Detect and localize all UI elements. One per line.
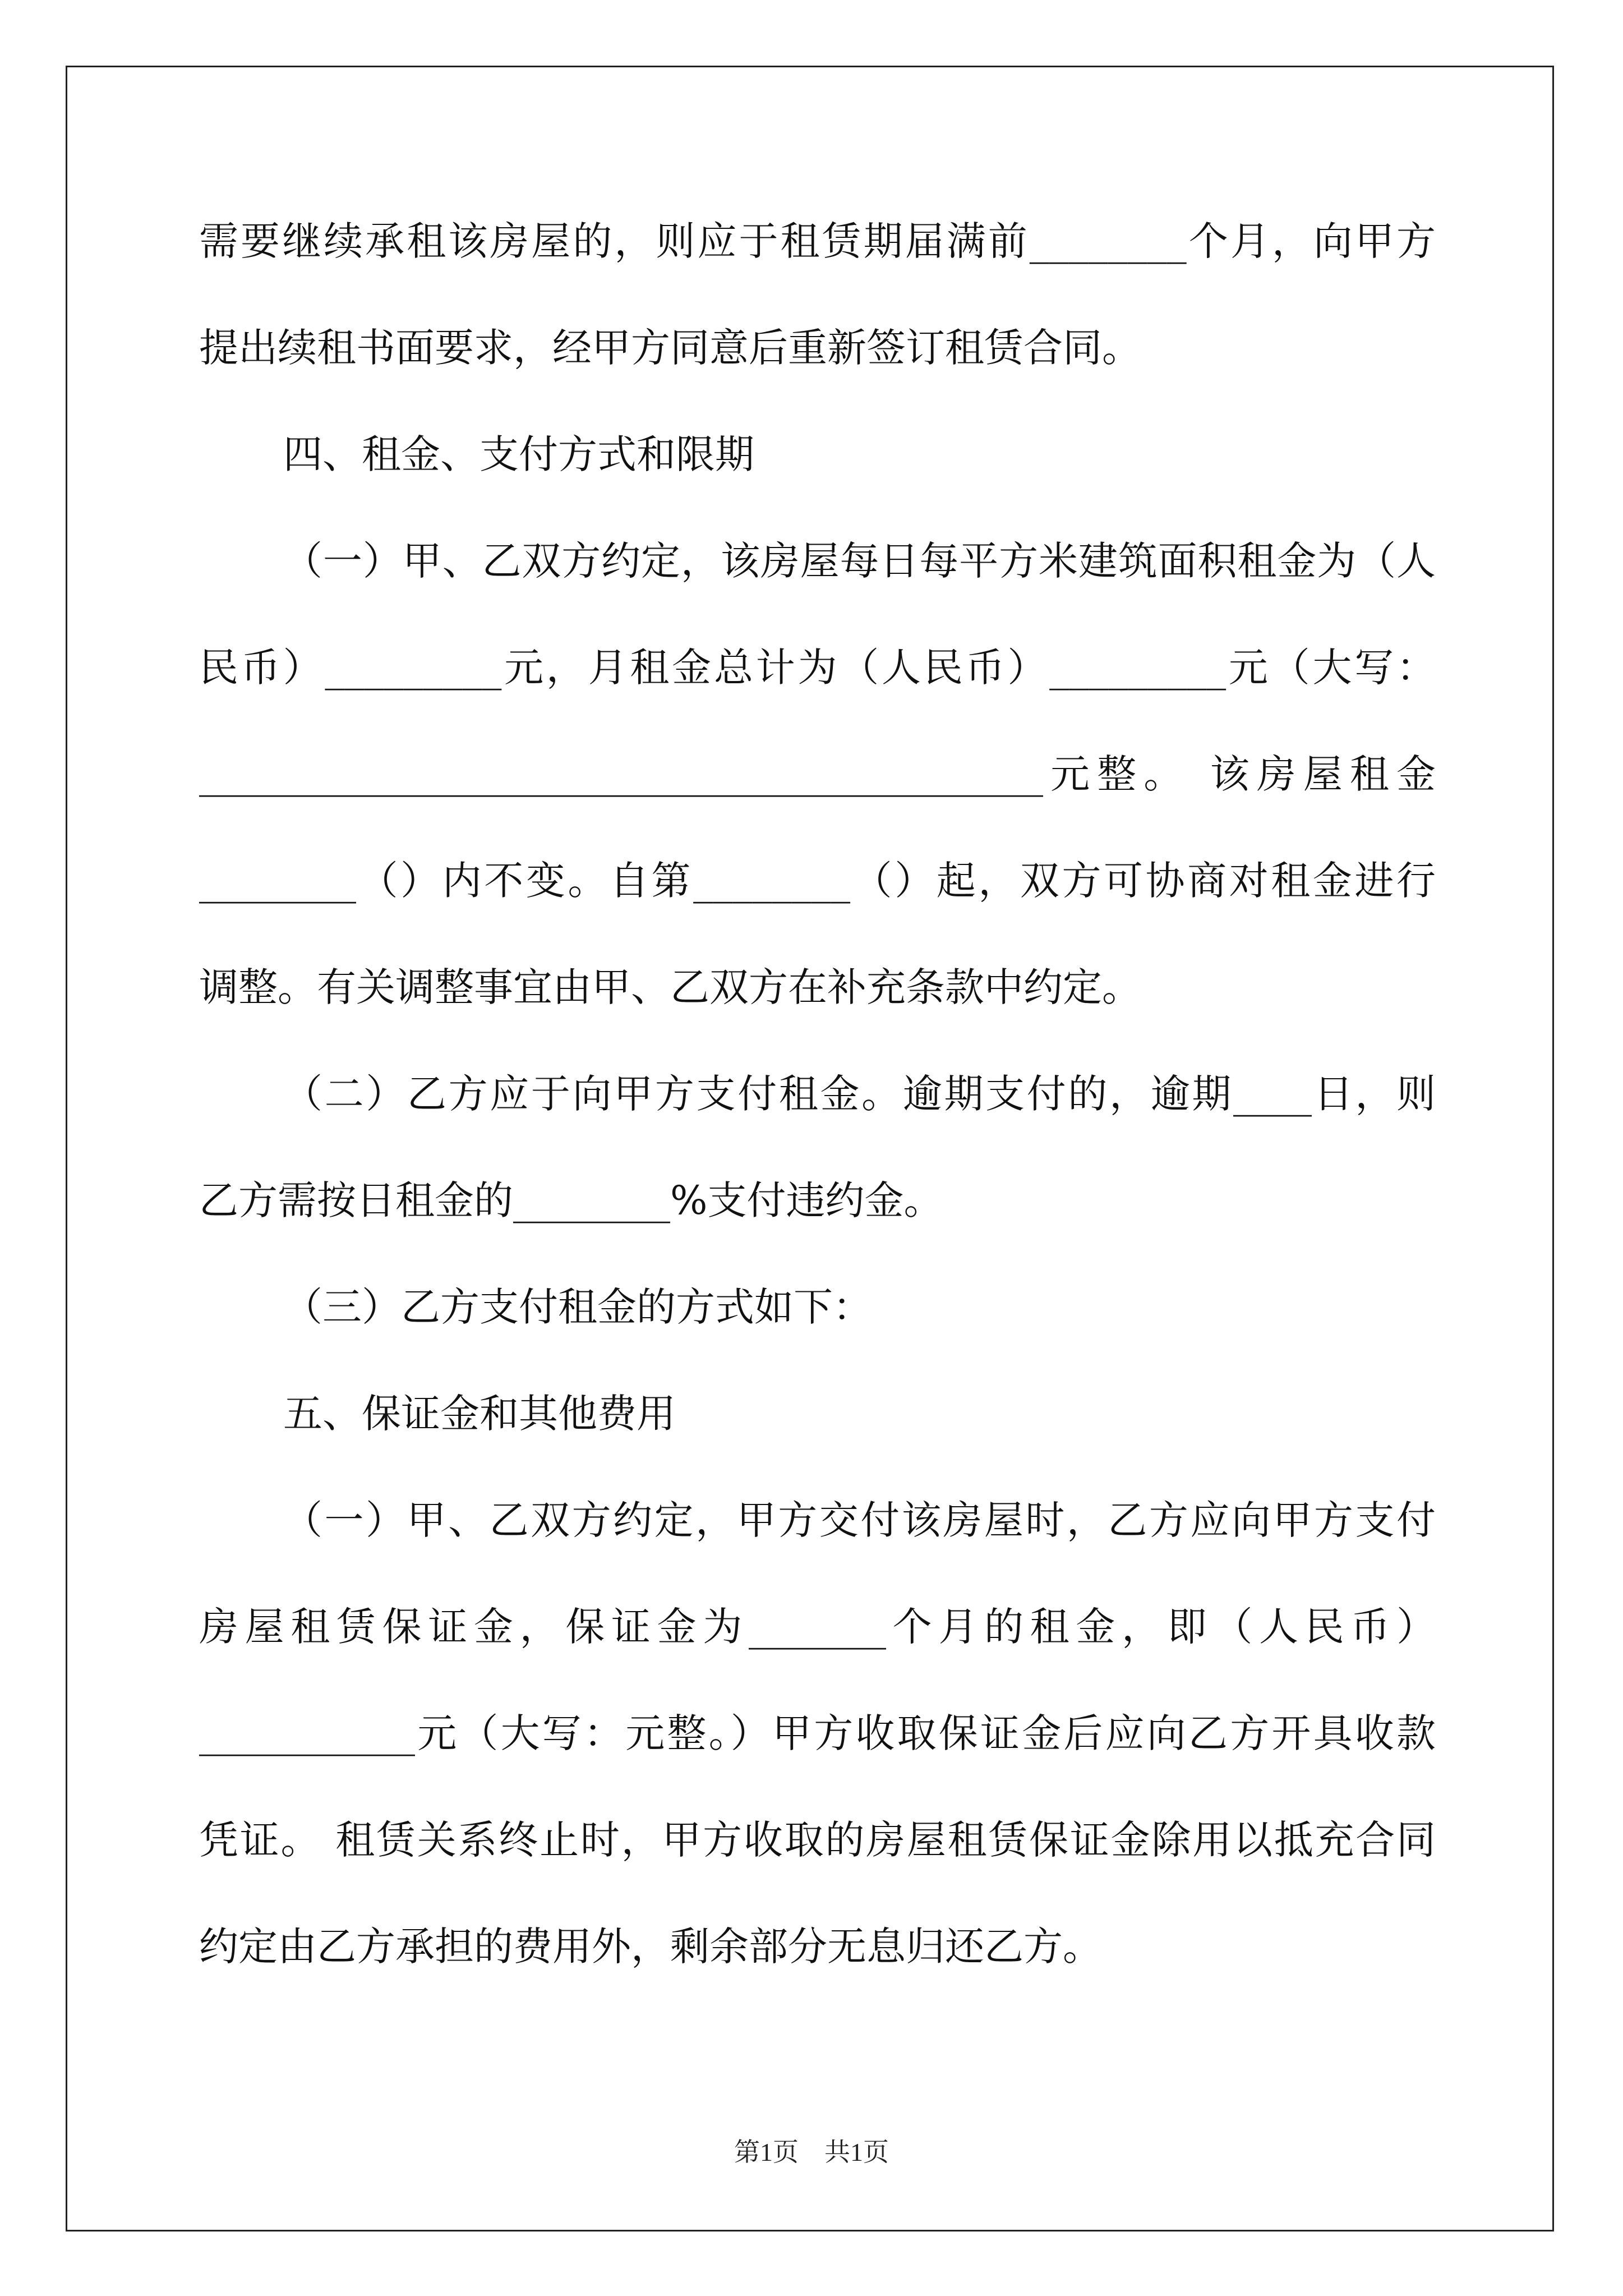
text-line-4: （一）甲、乙双方约定，该房屋每日每平方米建筑面积租金为（人 [283,538,1436,584]
section-heading-5: 五、保证金和其他费用 [283,1391,676,1437]
text-line-8: 调整。有关调整事宜由甲、乙双方在补充条款中约定。 [199,964,1141,1010]
text-line-10: 乙方需按日租金的________%支付违约金。 [199,1177,943,1223]
text-line-13: （一）甲、乙双方约定，甲方交付该房屋时，乙方应向甲方支付 [283,1497,1436,1543]
text-line-14: 房屋租赁保证金，保证金为_______个月的租金，即（人民币） [199,1604,1436,1650]
text-line-9: （二）乙方应于向甲方支付租金。逾期支付的，逾期____日，则 [283,1071,1436,1117]
text-line-11: （三）乙方支付租金的方式如下： [283,1284,872,1330]
text-line-17: 约定由乙方承担的费用外，剩余部分无息归还乙方。 [199,1924,1102,1970]
text-line-5: 民币）_________元，月租金总计为（人民币）_________元（大写： [199,645,1436,691]
page-number: 第1页 共1页 [734,2138,889,2166]
section-heading-4: 四、租金、支付方式和限期 [283,431,754,477]
text-line-15: ___________元（大写：元整。）甲方收取保证金后应向乙方开具收款 [199,1710,1436,1756]
document-body [199,213,1436,2025]
text-line-1: 需要继续承租该房屋的，则应于租赁期届满前________个月，向甲方 [199,218,1436,264]
text-line-7: ________（）内不变。自第________（）起，双方可协商对租金进行 [199,858,1436,904]
text-line-16: 凭证。 租赁关系终止时，甲方收取的房屋租赁保证金除用以抵充合同 [199,1817,1436,1863]
text-line-2: 提出续租书面要求，经甲方同意后重新签订租赁合同。 [199,325,1141,371]
text-line-6: ___________________________________________元整。 该房屋租金 [199,751,1436,797]
